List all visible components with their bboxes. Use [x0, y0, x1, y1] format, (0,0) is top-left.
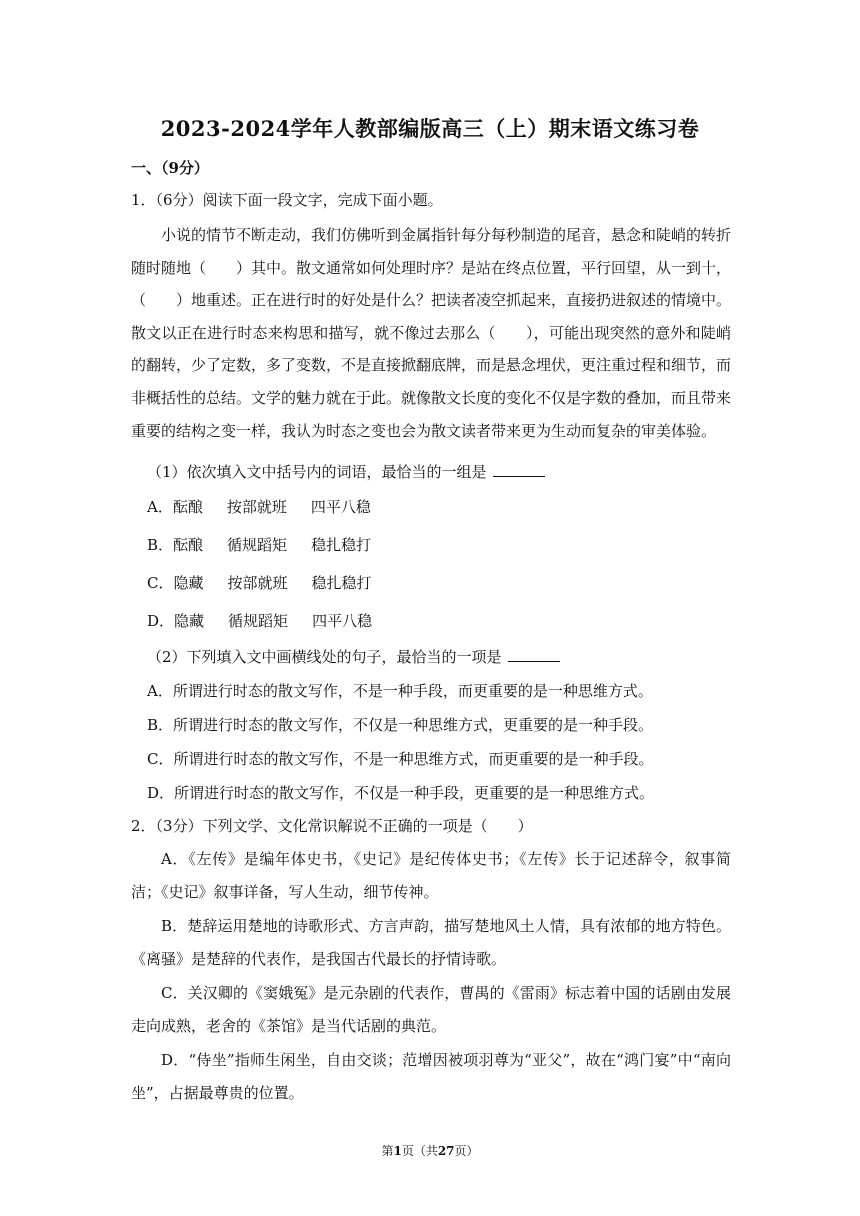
- section-heading: 一、（9分）: [131, 159, 209, 177]
- option-a: A．所谓进行时态的散文写作，不是一种手段，而更重要的是一种思维方式。: [147, 682, 653, 700]
- q2-option-b: B．楚辞运用楚地的诗歌形式、方言声韵，描写楚地风土人情，具有浓郁的地方特色。《离骚》是楚辞的代表作，是我国古代最长的抒情诗歌。: [131, 917, 731, 968]
- q2-option-d: D．“侍坐”指师生闲坐，自由交谈；范增因被项羽尊为“亚父”，故在“鸿门宴”中“南向坐”，占据最尊贵的位置。: [131, 1051, 731, 1102]
- option-b: B．酝酿 循规蹈矩 稳扎稳打: [147, 536, 372, 554]
- question-1-stem: 1．（6分）阅读下面一段文字，完成下面小题。: [131, 191, 443, 209]
- page-total: 27: [437, 1144, 455, 1158]
- q2-option-c: C．关汉卿的《窦娥冤》是元杂剧的代表作，曹禺的《雷雨》标志着中国的话剧由发展走向成熟，老舍的《茶馆》是当代话剧的典范。: [131, 984, 731, 1035]
- option-d: D．隐藏 循规蹈矩 四平八稳: [147, 612, 373, 630]
- page-footer: 第1页（共27页）: [381, 1144, 479, 1158]
- option-c: C．隐藏 按部就班 稳扎稳打: [147, 574, 372, 592]
- answer-blank: [493, 462, 545, 477]
- sub-question-2-stem: （2）下列填入文中画横线处的句子，最恰当的一项是: [147, 648, 502, 666]
- reading-passage: 小说的情节不断走动，我们仿佛听到金属指针每分每秒制造的尾音，悬念和陡峭的转折随时随地（ ）其中。散文通常如何处理时序？是站在终点位置，平行回望，从一到十，（ ）地重述。正在进行时的好处是什么？把读者凌空抓起来，直接扔进叙述的情境中。散文以正在进行时态来构思和描写，就不像过去那么（ ），可能出现突然的意外和陡峭的翻转，少了定数，多了变数，不是直接掀翻底牌，而是悬念埋伏，更注重过程和细节，而非概括性的总结。文学的魅力就在于此。就像散文长度的变化不仅是字数的叠加，而且带来重要的结构之变一样，我认为时态之变也会为散文读者带来更为生动而复杂的审美体验。: [131, 226, 732, 440]
- page-number: 1: [393, 1144, 402, 1158]
- sub-question-1-stem: （1）依次填入文中括号内的词语，最恰当的一组是: [147, 463, 487, 481]
- q2-option-a: A．《左传》是编年体史书，《史记》是纪传体史书；《左传》长于记述辞令，叙事简洁；《史记》叙事详备，写人生动，细节传神。: [131, 850, 731, 901]
- option-b: B．所谓进行时态的散文写作，不仅是一种思维方式，更重要的是一种手段。: [147, 716, 654, 734]
- question-2-stem: 2．（3分）下列文学、文化常识解说不正确的一项是（ ）: [131, 817, 533, 835]
- option-a: A．酝酿 按部就班 四平八稳: [147, 498, 371, 516]
- page-title: 2023-2024学年人教部编版高三（上）期末语文练习卷: [160, 116, 700, 141]
- answer-blank: [508, 647, 560, 662]
- option-d: D．所谓进行时态的散文写作，不仅是一种手段，更重要的是一种思维方式。: [147, 784, 655, 802]
- sub-question-1: [147, 462, 545, 482]
- sub-question-2: [147, 647, 560, 667]
- option-c: C．所谓进行时态的散文写作，不是一种思维方式，而更重要的是一种手段。: [147, 750, 654, 768]
